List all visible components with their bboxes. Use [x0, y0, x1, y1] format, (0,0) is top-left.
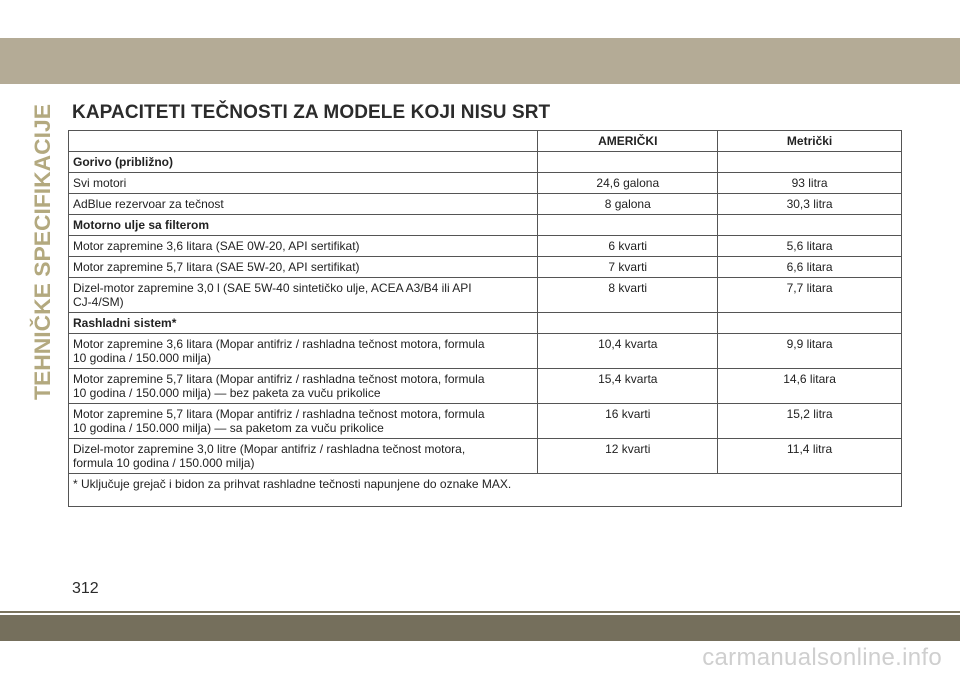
table-footnote: * Uključuje grejač i bidon za prihvat rashladne tečnosti napunjene do oznake MAX. [69, 474, 902, 507]
row-us [538, 152, 718, 173]
row-metric: 5,6 litara [718, 236, 902, 257]
table-row-fuel-section [69, 152, 902, 173]
page-title: KAPACITETI TEČNOSTI ZA MODELE KOJI NISU SRT [72, 102, 551, 123]
table-row-oil-section [69, 215, 902, 236]
side-chapter-text: TEHNIČKE SPECIFIKACIJE [30, 115, 55, 400]
row-metric: 7,7 litara [718, 278, 902, 313]
row-label: Gorivo (približno) [69, 152, 538, 173]
row-label-line1: Motor zapremine 5,7 litara (Mopar antifriz / rashladna tečnost motora, formula [73, 372, 485, 386]
row-label: Motorno ulje sa filterom [69, 215, 538, 236]
row-metric [718, 215, 902, 236]
row-metric: 6,6 litara [718, 257, 902, 278]
row-label-line2: CJ-4/SM) [73, 295, 124, 309]
row-label-line1: Dizel-motor zapremine 3,0 l (SAE 5W-40 sintetičko ulje, ACEA A3/B4 ili API [73, 281, 472, 295]
row-metric: 93 litra [718, 173, 902, 194]
row-us [538, 313, 718, 334]
table-row [69, 334, 902, 369]
row-us: 15,4 kvarta [538, 369, 718, 404]
table-row [69, 439, 902, 474]
row-label-multiline [69, 369, 538, 404]
row-us: 10,4 kvarta [538, 334, 718, 369]
table-footnote-row [69, 474, 902, 507]
row-label: Motor zapremine 5,7 litara (SAE 5W-20, API sertifikat) [69, 257, 538, 278]
row-metric: 15,2 litra [718, 404, 902, 439]
row-metric [718, 313, 902, 334]
row-label-multiline [69, 334, 538, 369]
footer-rule [0, 611, 960, 613]
row-label-line2: 10 godina / 150.000 milja) — bez paketa za vuču prikolice [73, 386, 381, 400]
row-us: 16 kvarti [538, 404, 718, 439]
row-us: 8 galona [538, 194, 718, 215]
row-label-line1: Dizel-motor zapremine 3,0 litre (Mopar antifriz / rashladna tečnost motora, [73, 442, 466, 456]
table-row [69, 173, 902, 194]
row-metric: 9,9 litara [718, 334, 902, 369]
row-us: 6 kvarti [538, 236, 718, 257]
top-header-band [0, 38, 960, 84]
table-row [69, 257, 902, 278]
table-row [69, 404, 902, 439]
fluid-capacity-table [68, 130, 902, 507]
row-label-line1: Motor zapremine 5,7 litara (Mopar antifriz / rashladna tečnost motora, formula [73, 407, 485, 421]
page-number: 312 [72, 580, 99, 597]
row-label: AdBlue rezervoar za tečnost [69, 194, 538, 215]
row-label-line2: 10 godina / 150.000 milja) [73, 351, 212, 365]
row-label-multiline [69, 439, 538, 474]
row-label-line2: 10 godina / 150.000 milja) — sa paketom za vuču prikolice [73, 421, 384, 435]
row-label-line2: formula 10 godina / 150.000 milja) [73, 456, 255, 470]
row-us [538, 215, 718, 236]
row-us: 24,6 galona [538, 173, 718, 194]
row-metric: 11,4 litra [718, 439, 902, 474]
table-row [69, 194, 902, 215]
footer-band [0, 615, 960, 641]
watermark-text: carmanualsonline.info [702, 644, 942, 671]
row-label: Motor zapremine 3,6 litara (SAE 0W-20, API sertifikat) [69, 236, 538, 257]
header-description [69, 131, 538, 152]
row-us: 12 kvarti [538, 439, 718, 474]
side-chapter-label [22, 102, 62, 402]
row-label-line1: Motor zapremine 3,6 litara (Mopar antifriz / rashladna tečnost motora, formula [73, 337, 485, 351]
row-metric: 14,6 litara [718, 369, 902, 404]
table-row [69, 278, 902, 313]
row-label: Svi motori [69, 173, 538, 194]
row-metric [718, 152, 902, 173]
row-label-multiline [69, 404, 538, 439]
row-label-multiline [69, 278, 538, 313]
table-row [69, 236, 902, 257]
row-us: 8 kvarti [538, 278, 718, 313]
header-us: AMERIČKI [538, 131, 718, 152]
table-header-row [69, 131, 902, 152]
table-row-coolant-section [69, 313, 902, 334]
header-metric: Metrički [718, 131, 902, 152]
row-us: 7 kvarti [538, 257, 718, 278]
row-metric: 30,3 litra [718, 194, 902, 215]
row-label: Rashladni sistem* [69, 313, 538, 334]
table-row [69, 369, 902, 404]
